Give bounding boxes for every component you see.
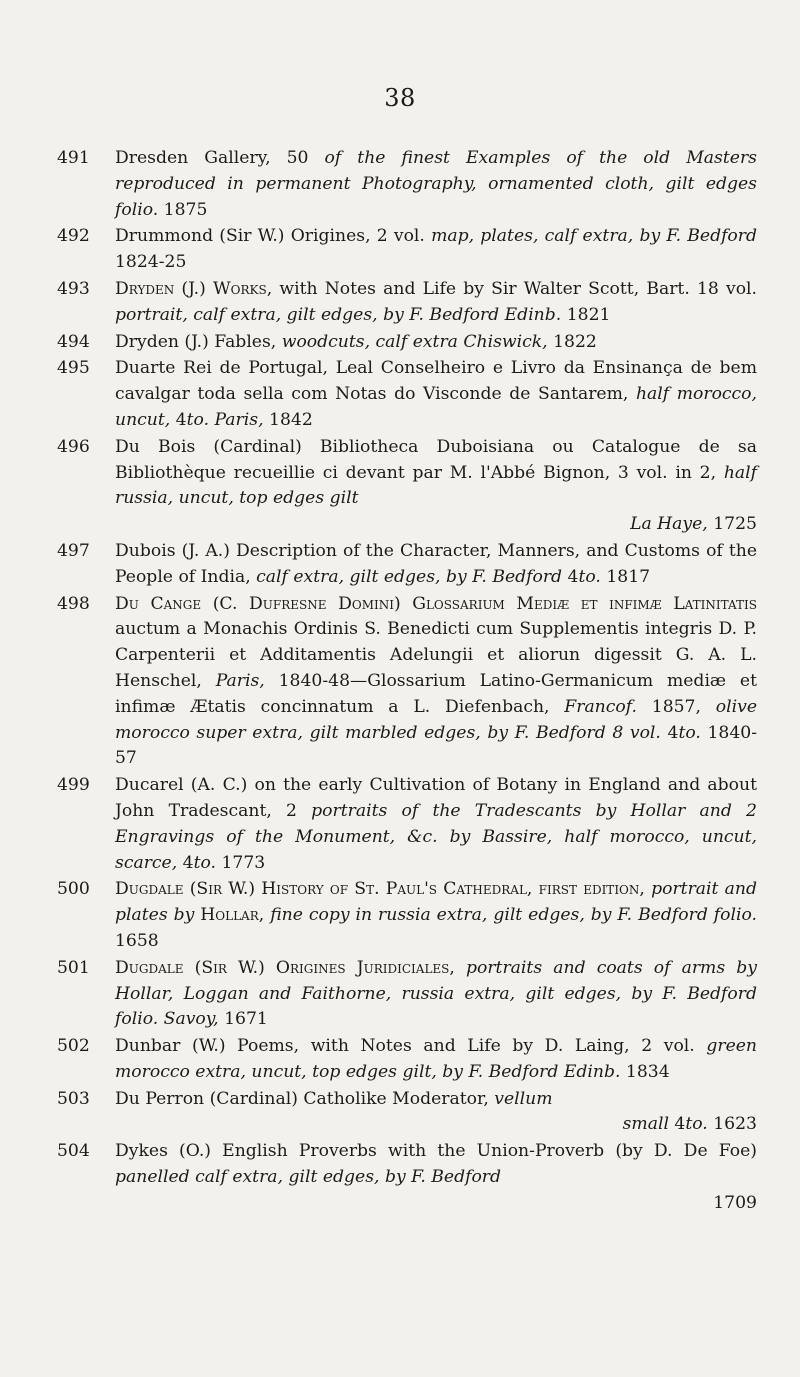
entry-imprint (115, 512, 757, 538)
entry-imprint (115, 1112, 757, 1138)
entry-italic-text: olive morocco super extra, gilt marbled edges, by F. Bedford 8 vol. (115, 696, 757, 743)
catalogue-entry (57, 539, 757, 591)
entry-segment: 1822 (547, 331, 597, 352)
entry-italic-text: to. (578, 566, 601, 587)
catalogue-entry (57, 1034, 757, 1086)
entry-italic-text: portraits of the Tradescants by Hollar and 2 Engravings of the Monument, &c. by Bassire, half morocco, uncut, scarce, (115, 800, 757, 873)
entry-text (115, 1087, 757, 1139)
entry-segment: 1658 (115, 930, 159, 951)
entry-smallcaps-text: Dugdale (Sir W.) Origines Juridiciales, (115, 957, 455, 978)
entry-segment: 1840-48—Glossarium Latino-Germanicum mediæ et infimæ Ætatis concinnatum a L. Diefenbach, (115, 670, 758, 717)
catalogue-entry (57, 773, 757, 876)
entry-number: 492 (57, 226, 90, 247)
entry-text (115, 330, 757, 356)
catalogue-entry (57, 356, 757, 433)
entry-segment: 1817 (600, 566, 651, 587)
entry-segment: 1824-25 (115, 252, 187, 273)
entry-segment: 1709 (713, 1192, 757, 1213)
entry-segment: auctum a Monachis Ordinis S. Benedicti cum Supplementis integris D. P. Carpenterii et Additamentis Adelungii et aliorun digessit G. A. L. Henschel, (115, 619, 757, 691)
entry-text (115, 435, 757, 538)
entry-segment: with Notes and Life by Sir Walter Scott, Bart. 18 vol. (272, 278, 758, 299)
entry-smallcaps-text: Dryden (J.) Works, (115, 278, 273, 299)
entry-segment: 1725 (707, 514, 757, 535)
entry-segment: Duarte Rei de Portugal, Leal Conselheiro e Livro da Ensinança de bem cavalgar toda sella com Notas do Visconde de Santarem, (115, 358, 757, 405)
entry-number: 496 (57, 436, 90, 457)
entry-segment: Du Perron (Cardinal) Catholike Moderator, (115, 1088, 495, 1109)
catalogue-entry (57, 435, 757, 538)
entry-number: 499 (57, 775, 90, 796)
entry-segment: 1671 (218, 1009, 268, 1030)
entry-number: 500 (57, 879, 90, 900)
entry-smallcaps-text: Hollar, (200, 905, 265, 926)
catalogue-entries (57, 146, 757, 1218)
entry-number: 497 (57, 540, 90, 561)
entry-text (115, 877, 757, 954)
entry-italic-text: to. (193, 852, 216, 873)
entry-segment: 4 (668, 1114, 686, 1135)
entry-smallcaps-text: Du Cange (C. Dufresne Domini) Glossarium Mediæ et infimæ Latinitatis (115, 593, 757, 614)
entry-text (115, 224, 757, 276)
entry-segment (455, 958, 466, 978)
entry-text (115, 277, 757, 329)
entry-segment: 1840-57 (115, 722, 758, 769)
entry-italic-text: woodcuts, calf extra Chiswick, (281, 331, 548, 352)
entry-italic-text: half russia, uncut, top edges gilt (115, 462, 757, 509)
entry-italic-text: to. Paris, (186, 409, 264, 430)
entry-segment: Ducarel (A. C.) on the early Cultivation of Botany in England and about John Tradescant, 2 (115, 775, 757, 821)
entry-smallcaps-text: Dugdale (Sir W.) History of St. Paul's Cathedral, first edition, (115, 879, 645, 900)
entry-text (115, 1139, 757, 1216)
entry-segment: Dykes (O.) English Proverbs with the Union-Proverb (by D. De Foe) (115, 1141, 757, 1162)
catalogue-entry (57, 330, 757, 356)
entry-italic-text: Edinb. (504, 304, 562, 325)
entry-number: 502 (57, 1036, 90, 1057)
entry-number: 501 (57, 957, 90, 978)
entry-number: 504 (57, 1141, 90, 1162)
entry-italic-text: to. (678, 722, 701, 743)
catalogue-entry (57, 877, 757, 954)
entry-text (115, 356, 757, 433)
catalogue-entry (57, 1139, 757, 1216)
catalogue-entry (57, 277, 757, 329)
entry-imprint (115, 1191, 757, 1217)
catalogue-entry (57, 1087, 757, 1139)
entry-italic-text: map, plates, calf extra, by F. Bedford (431, 226, 757, 247)
entry-italic-text: small (622, 1114, 669, 1135)
entry-segment: Du Bois (Cardinal) Bibliotheca Duboisiana ou Catalogue de sa Bibliothèque recueillie ci devant par M. l'Abbé Bignon, 3 vol. in 2, (115, 436, 757, 483)
entry-segment: 4 (660, 722, 679, 743)
entry-italic-text: Francof. (564, 696, 637, 717)
entry-number: 503 (57, 1088, 90, 1109)
catalogue-entry (57, 224, 757, 276)
entry-segment: Dryden (J.) Fables, (115, 331, 282, 352)
entry-number: 495 (57, 358, 90, 379)
entry-italic-text: Paris, (215, 670, 265, 691)
entry-segment: 1842 (263, 409, 313, 430)
entry-segment: Dunbar (W.) Poems, with Notes and Life by D. Laing, 2 vol. (115, 1036, 707, 1057)
entry-text (115, 539, 757, 591)
entry-segment: 1834 (620, 1061, 670, 1082)
entry-segment: 1623 (707, 1114, 757, 1135)
entry-italic-text: calf extra, gilt edges, by F. Bedford (256, 566, 563, 587)
entry-segment: 1773 (216, 852, 266, 873)
catalogue-entry (57, 956, 757, 1033)
entry-italic-text: vellum (494, 1088, 553, 1109)
entry-italic-text: La Haye, (630, 514, 708, 535)
entry-text (115, 592, 757, 773)
entry-italic-text: portrait and plates by (115, 879, 757, 926)
entry-number: 493 (57, 278, 90, 299)
entry-italic-text: half morocco, uncut, (115, 384, 757, 430)
entry-number: 494 (57, 331, 90, 352)
entry-segment: Dubois (J. A.) Description of the Character, Manners, and Customs of the People of India, (115, 540, 757, 587)
entry-text (115, 773, 757, 876)
page-number: 38 (384, 84, 416, 112)
catalogue-entry (57, 592, 757, 773)
entry-number: 498 (57, 593, 90, 614)
entry-text (115, 146, 757, 223)
entry-text (115, 956, 757, 1033)
entry-segment: 1875 (158, 199, 208, 220)
entry-segment: Dresden Gallery, 50 (115, 148, 325, 168)
catalogue-entry (57, 146, 757, 223)
entry-number: 491 (57, 148, 90, 168)
entry-text (115, 1034, 757, 1086)
entry-italic-text: portrait, calf extra, gilt edges, by F. Bedford (115, 304, 500, 325)
entry-italic-text: green morocco extra, uncut, top edges gilt, by F. Bedford Edinb. (115, 1036, 757, 1082)
entry-italic-text: portraits and coats of arms by Hollar, Loggan and Faithorne, russia extra, gilt edges, by F. Bedford folio. Savoy, (115, 957, 757, 1030)
entry-italic-text: folio. (115, 199, 159, 220)
entry-segment: 1857, (636, 696, 716, 717)
entry-italic-text: fine copy in russia extra, gilt edges, by F. Bedford folio. (270, 905, 758, 926)
entry-italic-text: panelled calf extra, gilt edges, by F. Bedford (115, 1167, 502, 1188)
entry-italic-text: to. (685, 1114, 708, 1135)
entry-segment: Drummond (Sir W.) Origines, 2 vol. (115, 226, 432, 247)
entry-segment: 4 (562, 566, 579, 587)
entry-segment: 4 (177, 852, 194, 873)
entry-segment: 4 (170, 409, 187, 430)
entry-italic-text: of the finest Examples of the old Masters reproduced in permanent Photography, ornamented cloth, gilt edges (115, 148, 757, 194)
entry-segment: 1821 (561, 304, 611, 325)
